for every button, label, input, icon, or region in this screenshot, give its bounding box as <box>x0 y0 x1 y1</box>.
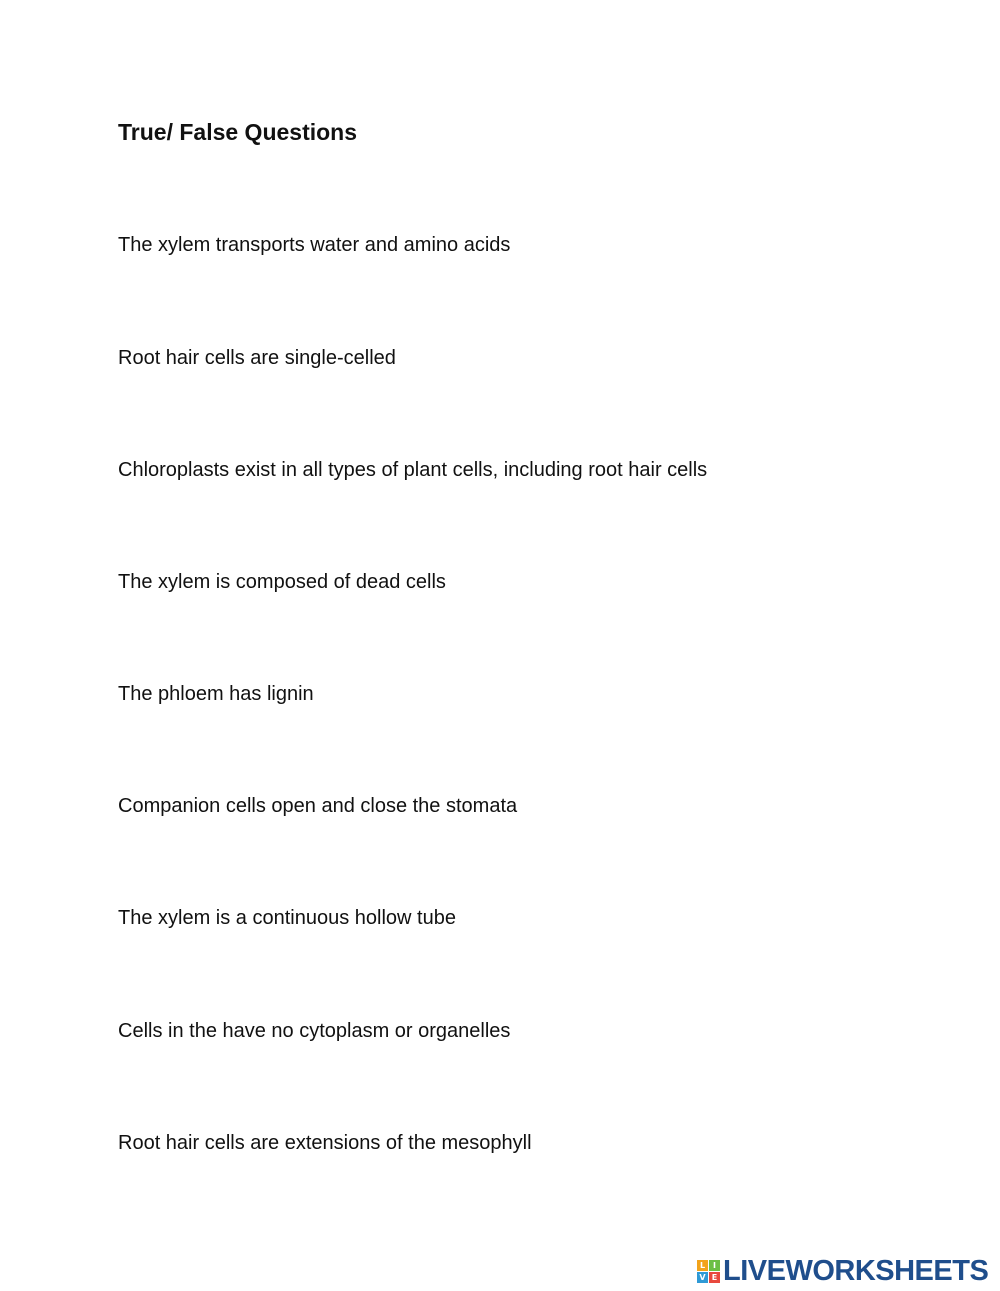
question-3: Chloroplasts exist in all types of plant cells, including root hair cells <box>118 459 708 481</box>
question-7: The xylem is a continuous hollow tube <box>118 907 456 929</box>
question-9: Root hair cells are extensions of the mesophyll <box>118 1132 532 1154</box>
question-8: Cells in the have no cytoplasm or organelles <box>118 1020 511 1042</box>
liveworksheets-logo <box>697 1254 988 1288</box>
logo-blocks-icon <box>697 1260 720 1283</box>
logo-block-e: E <box>709 1272 720 1283</box>
logo-block-v: V <box>697 1272 708 1283</box>
logo-block-l: L <box>697 1260 708 1271</box>
question-2: Root hair cells are single-celled <box>118 347 396 369</box>
question-1: The xylem transports water and amino acids <box>118 234 511 256</box>
question-5: The phloem has lignin <box>118 683 314 705</box>
page-title: True/ False Questions <box>118 119 358 145</box>
logo-wordmark: LIVEWORKSHEETS <box>723 1255 989 1287</box>
question-4: The xylem is composed of dead cells <box>118 571 446 593</box>
logo-block-i: I <box>709 1260 720 1271</box>
question-6: Companion cells open and close the stomata <box>118 795 518 817</box>
